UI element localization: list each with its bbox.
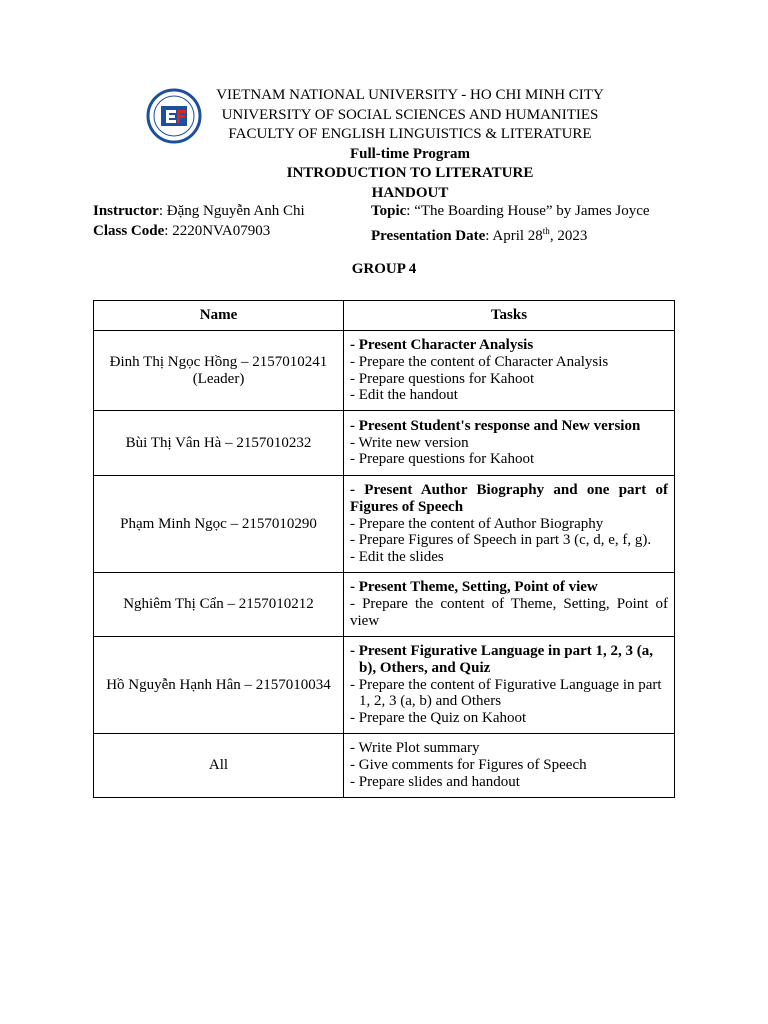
- header-name: Name: [94, 301, 344, 331]
- class-code-label: Class Code: [93, 222, 165, 239]
- table-row: [94, 637, 675, 734]
- member-name-cell: [94, 573, 344, 637]
- task-item: - Prepare questions for Kahoot: [350, 370, 535, 387]
- task-item: - Prepare Figures of Speech in part 3 (c, d, e, f, g).: [350, 532, 652, 549]
- task-lead: - Present Character Analysis: [350, 336, 534, 353]
- task-lead: - Present Theme, Setting, Point of view: [350, 579, 598, 596]
- meta-left: [93, 202, 305, 241]
- topic-line: Topic: “The Boarding House” by James Joyce: [371, 203, 650, 219]
- header-university: VIETNAM NATIONAL UNIVERSITY - HO CHI MINH CITY: [216, 87, 604, 103]
- task-lead-cont: Figures of Speech: [350, 498, 464, 515]
- member-name-cell: [94, 331, 344, 411]
- task-lead: - Present Student's response and New version: [350, 417, 641, 434]
- header-school: UNIVERSITY OF SOCIAL SCIENCES AND HUMANITIES: [221, 106, 599, 123]
- topic-label: Topic: [371, 203, 407, 219]
- date-sup: th: [542, 225, 550, 236]
- member-name-cell: [94, 734, 344, 798]
- task-cell: [344, 637, 675, 734]
- member-name-cell: [94, 411, 344, 476]
- table-row: [94, 734, 675, 798]
- member-name: Phạm Minh Ngọc – 2157010290: [120, 515, 317, 532]
- member-name: Nghiêm Thị Cẩn – 2157010212: [123, 596, 314, 613]
- member-name-cell: [94, 476, 344, 573]
- task-item: - Write Plot summary: [350, 740, 480, 757]
- task-item: - Prepare the content of Figurative Language in part: [350, 676, 662, 693]
- task-item: - Prepare the content of Author Biography: [350, 515, 604, 532]
- member-name: Đinh Thị Ngọc Hồng – 2157010241: [109, 353, 328, 370]
- table-row: [94, 411, 675, 476]
- task-item: - Prepare questions for Kahoot: [350, 451, 535, 468]
- task-item: - Edit the slides: [350, 549, 444, 566]
- task-cell: [344, 331, 675, 411]
- task-cell: [344, 476, 675, 573]
- instructor-value: Đặng Nguyễn Anh Chi: [166, 203, 305, 219]
- date-prefix: April 28: [492, 227, 543, 244]
- task-lead: - Present Author Biography and one part of: [350, 482, 668, 498]
- date-line: Presentation Date: April 28th, 2023: [371, 225, 588, 244]
- table-header-row: [94, 301, 675, 331]
- instructor-label: Instructor: [93, 203, 159, 219]
- date-label: Presentation Date: [371, 227, 486, 244]
- task-cell: [344, 734, 675, 798]
- member-name: Bùi Thị Vân Hà – 2157010232: [125, 434, 312, 451]
- task-lead: - Present Figurative Language in part 1, 2, 3 (a,: [350, 643, 654, 659]
- task-item: - Prepare slides and handout: [350, 773, 520, 790]
- table-row: [94, 331, 675, 411]
- task-lead-cont: b), Others, and Quiz: [359, 659, 491, 676]
- task-item: - Edit the handout: [350, 387, 458, 404]
- task-cell: [344, 411, 675, 476]
- task-cell: [344, 573, 675, 637]
- member-name: All: [208, 757, 229, 774]
- task-item: - Prepare the Quiz on Kahoot: [350, 710, 527, 727]
- header-tasks: Tasks: [344, 301, 675, 331]
- date-suffix: , 2023: [549, 227, 588, 244]
- instructor-line: Instructor: Đặng Nguyễn Anh Chi: [93, 203, 305, 219]
- task-item: - Prepare the content of Theme, Setting, Point of: [350, 596, 668, 613]
- header-program: Full-time Program: [349, 145, 471, 162]
- header-doc-type: HANDOUT: [371, 184, 449, 201]
- task-item-cont: view: [350, 612, 380, 629]
- table-row: [94, 573, 675, 637]
- class-code-line: Class Code: 2220NVA07903: [93, 222, 271, 239]
- task-table: [93, 300, 675, 798]
- task-item: - Prepare the content of Character Analysis: [350, 353, 609, 370]
- header-course: INTRODUCTION TO LITERATURE: [286, 165, 534, 181]
- task-item: - Write new version: [350, 434, 469, 451]
- document-header: [150, 86, 670, 203]
- task-item-cont: 1, 2, 3 (a, b) and Others: [359, 693, 502, 710]
- task-item: - Give comments for Figures of Speech: [350, 757, 587, 774]
- member-name-cell: [94, 637, 344, 734]
- member-note: (Leader): [192, 370, 245, 387]
- table-row: [94, 476, 675, 573]
- class-code-value: 2220NVA07903: [172, 222, 271, 239]
- topic-value: “The Boarding House” by James Joyce: [414, 203, 650, 219]
- header-faculty: FACULTY OF ENGLISH LINGUISTICS & LITERATURE: [228, 126, 592, 142]
- group-title: GROUP 4: [351, 261, 417, 277]
- meta-right: [371, 202, 650, 246]
- member-name: Hồ Nguyễn Hạnh Hân – 2157010034: [106, 676, 331, 693]
